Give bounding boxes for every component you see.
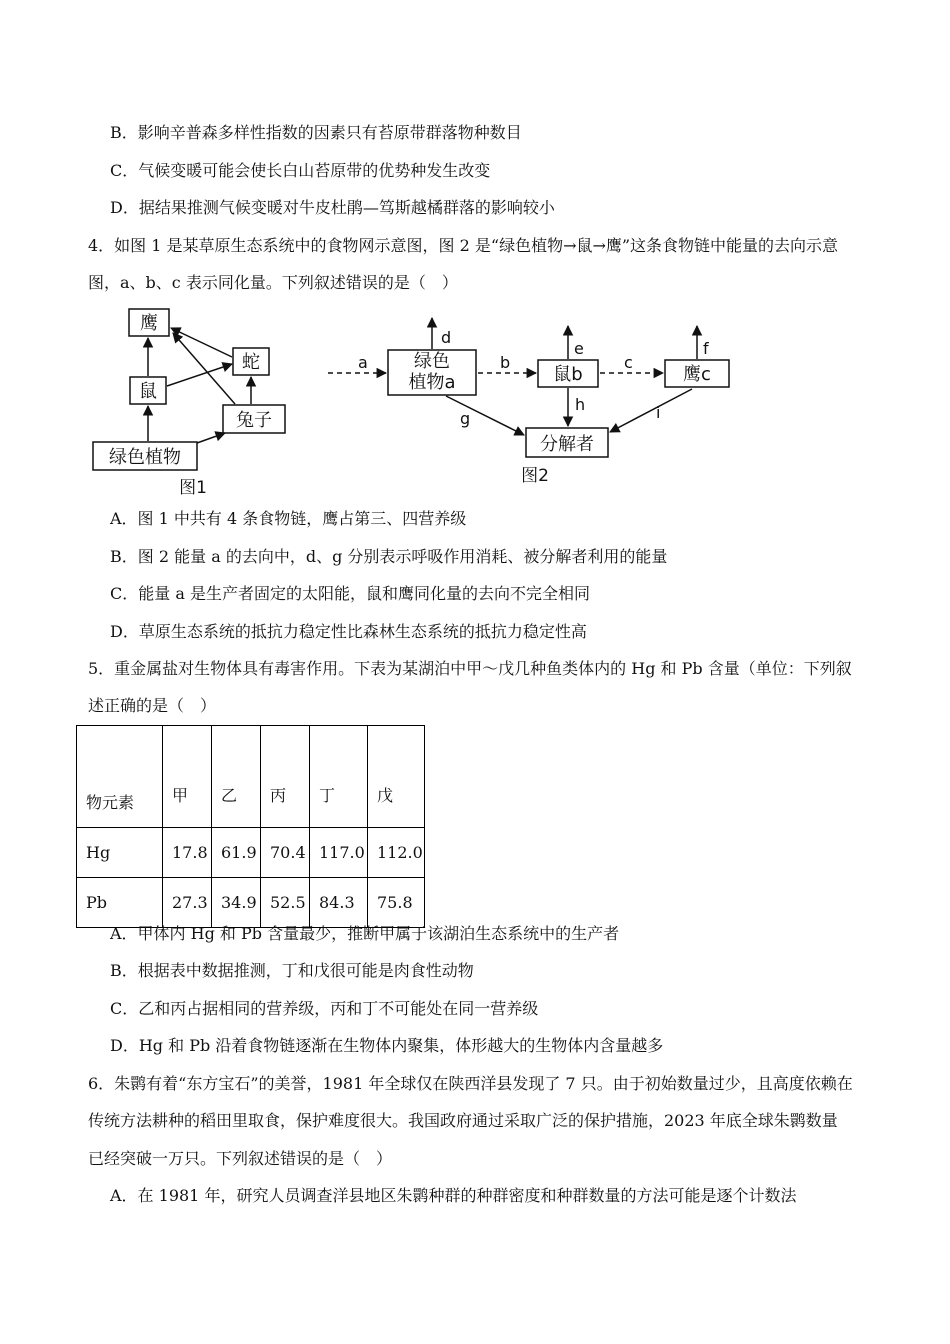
table-cell: 17.8 [163,828,212,878]
table-cell: 112.0 [368,828,425,878]
option-b-prev: B．影响辛普森多样性指数的因素只有苔原带群落物种数目 [110,123,522,142]
q6-stem-line3: 已经突破一万只。下列叙述错误的是（ ） [88,1149,393,1168]
q6-stem-line1: 6．朱鹮有着“东方宝石”的美誉，1981 年全球仅在陕西洋县发现了 7 只。由于初始数量过少，且高度依赖在 [88,1074,853,1093]
table-header-cell: 丙 [261,726,310,828]
label-rabbit: 兔子 [236,410,272,431]
label-mouse: 鼠 [139,381,157,402]
figure-2-caption: 图2 [521,466,549,486]
table-header-cell: 乙 [212,726,261,828]
table-cell: 117.0 [310,828,368,878]
figure-1-food-web [85,300,295,500]
arrow-label-d: d [441,328,452,347]
q5-option-d: D．Hg 和 Pb 沿着食物链逐渐在生物体内聚集，体形越大的生物体内含量越多 [110,1036,664,1055]
table-row [77,828,425,878]
table-cell: 84.3 [310,878,368,928]
label-mouse-b: 鼠b [553,364,583,385]
label-snake: 蛇 [242,352,260,373]
q4-option-b: B．图 2 能量 a 的去向中，d、g 分别表示呼吸作用消耗、被分解者利用的能量 [110,547,668,566]
table-cell: 27.3 [163,878,212,928]
table-cell: 61.9 [212,828,261,878]
table-row-label: Hg [77,828,163,878]
option-c-prev: C．气候变暖可能会使长白山苔原带的优势种发生改变 [110,161,491,180]
table-header-cell: 戊 [368,726,425,828]
q5-option-c: C．乙和丙占据相同的营养级，丙和丁不可能处在同一营养级 [110,999,539,1018]
q6-stem-line2: 传统方法耕种的稻田里取食，保护难度很大。我国政府通过采取广泛的保护措施，2023 年底全球朱鹮数量 [88,1111,838,1130]
q5-option-a: A．甲体内 Hg 和 Pb 含量最少，推断甲属于该湖泊生态系统中的生产者 [110,924,620,943]
arrow-label-a: a [358,353,368,372]
table-row [77,878,425,928]
q5-stem-line2: 述正确的是（ ） [88,696,217,715]
table-cell: 52.5 [261,878,310,928]
table-cell: 34.9 [212,878,261,928]
arrow-label-g: g [460,409,471,428]
table-row-label: Pb [77,878,163,928]
q6-option-a: A．在 1981 年，研究人员调查洋县地区朱鹮种群的种群密度和种群数量的方法可能是逐个计数法 [110,1186,797,1205]
arrow-label-b: b [500,353,511,372]
table-header-cell: 甲 [163,726,212,828]
label-decomposer: 分解者 [540,434,594,455]
table-header-cell: 丁 [310,726,368,828]
figure-2-energy-flow [320,310,740,490]
arrow-label-c: c [624,353,633,372]
arrow-label-e: e [574,339,584,358]
q4-option-d: D．草原生态系统的抵抗力稳定性比森林生态系统的抵抗力稳定性高 [110,622,587,641]
q4-option-c: C．能量 a 是生产者固定的太阳能，鼠和鹰同化量的去向不完全相同 [110,584,590,603]
arrow-label-f: f [703,339,709,358]
arrow-label-h: h [575,395,586,414]
label-eagle-c: 鹰c [683,364,711,385]
option-d-prev: D．据结果推测气候变暖对牛皮杜鹃—笃斯越橘群落的影响较小 [110,198,555,217]
label-eagle: 鹰 [140,313,158,334]
label-plant-line2: 植物a [408,372,456,393]
q4-stem-line2: 图，a、b、c 表示同化量。下列叙述错误的是（ ） [88,273,458,292]
label-plant-line1: 绿色 [414,351,450,372]
q4-stem-line1: 4．如图 1 是某草原生态系统中的食物网示意图，图 2 是“绿色植物→鼠→鹰”这条食物链中能量的去向示意 [88,236,839,255]
figure-1-caption: 图1 [179,478,207,498]
q5-stem-line1: 5．重金属盐对生物体具有毒害作用。下表为某湖泊中甲～戊几种鱼类体内的 Hg 和 Pb 含量（单位：下列叙 [88,659,852,678]
table-cell: 70.4 [261,828,310,878]
q4-option-a: A．图 1 中共有 4 条食物链，鹰占第三、四营养级 [110,509,467,528]
table-header-row [77,726,425,828]
heavy-metal-table [76,725,425,928]
table-corner-cell: 物元素 [77,726,163,828]
q5-option-b: B．根据表中数据推测，丁和戊很可能是肉食性动物 [110,961,474,980]
label-plant: 绿色植物 [109,447,181,468]
table-cell: 75.8 [368,878,425,928]
arrow-label-i: i [656,403,661,422]
